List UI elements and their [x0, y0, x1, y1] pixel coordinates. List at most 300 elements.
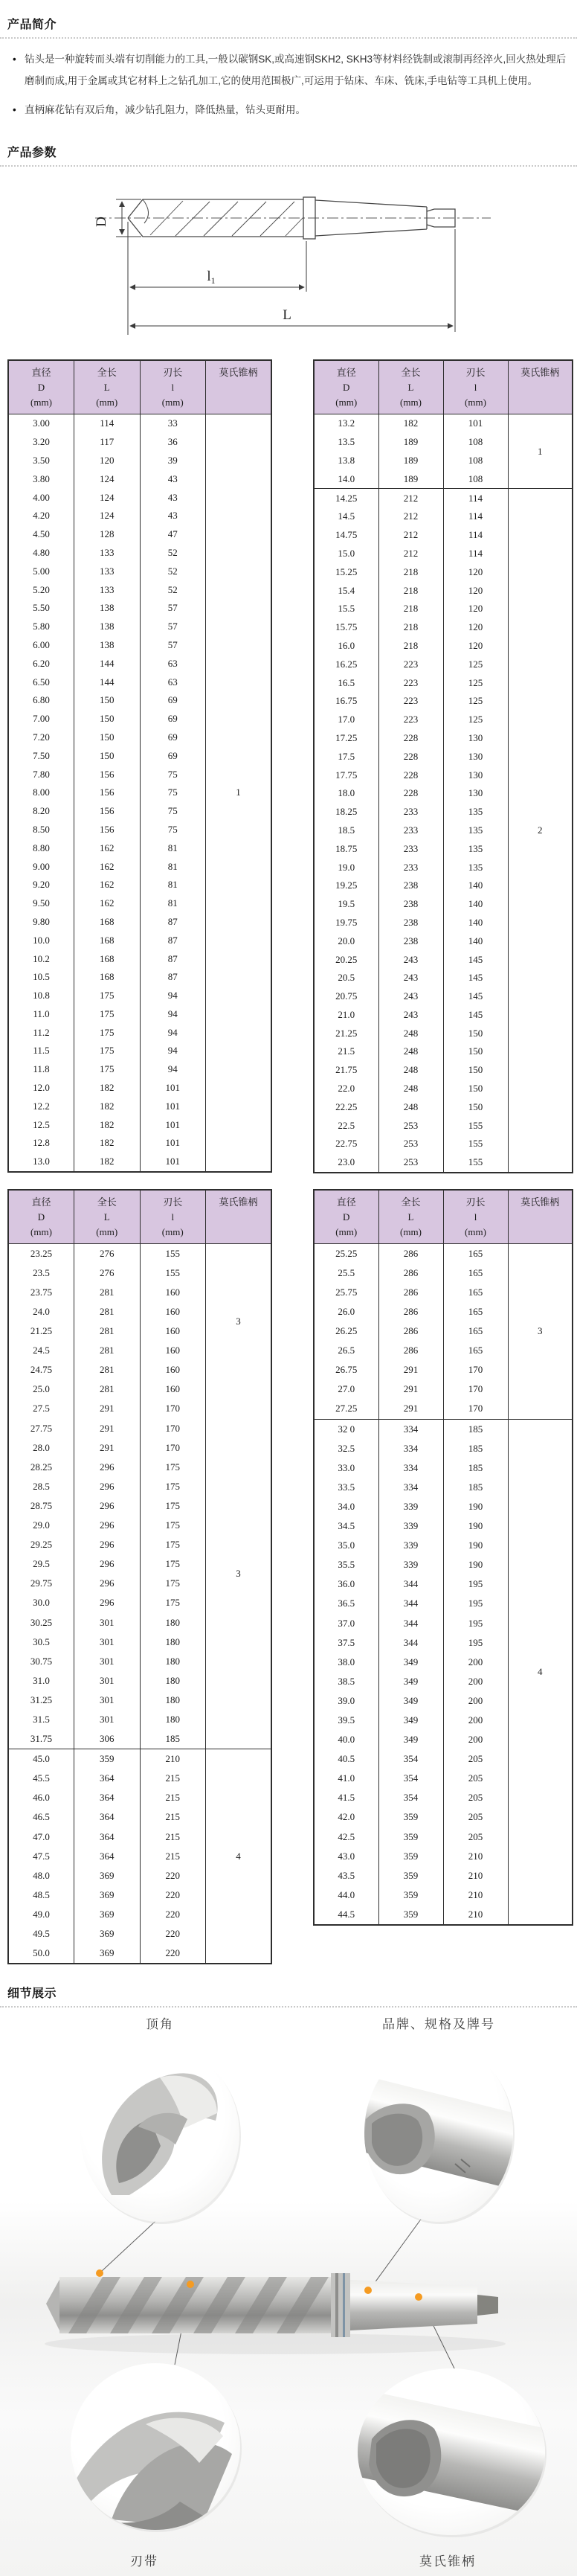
spec-cell: 359 [74, 1749, 141, 1769]
spec-cell: 155 [140, 1263, 206, 1283]
photo-flute-margin [68, 2363, 242, 2533]
spec-cell: 296 [74, 1496, 141, 1516]
morse-taper-cell: 1 [508, 414, 573, 489]
spec-cell: 220 [140, 1866, 206, 1885]
spec-cell: 168 [74, 949, 141, 968]
spec-cell: 14.0 [338, 472, 355, 484]
spec-cell: 3.00 [33, 417, 50, 429]
spec-cell: 223 [378, 673, 443, 692]
spec-cell: 286 [378, 1321, 443, 1341]
spec-cell: 301 [74, 1671, 141, 1691]
spec-cell: 75 [140, 784, 206, 802]
spec-cell: 205 [443, 1749, 508, 1769]
morse-taper-cell: 3 [508, 1243, 573, 1419]
detail-section [0, 1984, 577, 2576]
spec-cell: 291 [74, 1399, 141, 1418]
spec-cell: 4.00 [33, 491, 50, 503]
column-header: 直径 D (mm) [8, 1190, 74, 1244]
spec-cell: 233 [378, 858, 443, 877]
spec-cell: 190 [443, 1536, 508, 1555]
photo-full-drill [45, 2269, 506, 2354]
spec-cell: 248 [378, 1024, 443, 1042]
column-header: 全长 L (mm) [378, 1190, 443, 1244]
spec-cell: 9.00 [33, 860, 50, 872]
spec-cell: 189 [378, 433, 443, 452]
spec-cell: 334 [378, 1419, 443, 1439]
spec-row [8, 1243, 271, 1263]
spec-cell: 133 [74, 544, 141, 563]
spec-cell: 43 [140, 470, 206, 488]
column-header: 莫氏锥柄 [206, 1190, 272, 1244]
spec-cell: 306 [74, 1729, 141, 1749]
spec-cell: 124 [74, 507, 141, 525]
spec-cell: 301 [74, 1710, 141, 1729]
spec-cell: 243 [378, 1006, 443, 1025]
spec-row [314, 414, 573, 433]
column-header: 莫氏锥柄 [508, 1190, 573, 1244]
spec-cell: 180 [140, 1633, 206, 1652]
spec-cell: 101 [140, 1097, 206, 1115]
spec-cell: 8.50 [33, 823, 50, 835]
spec-cell: 200 [443, 1730, 508, 1749]
spec-cell: 281 [74, 1283, 141, 1302]
spec-cell: 175 [74, 1023, 141, 1042]
spec-cell: 138 [74, 618, 141, 636]
header-row [314, 1190, 573, 1244]
spec-cell: 27.5 [33, 1403, 50, 1414]
spec-cell: 212 [378, 545, 443, 563]
intro-bullet-2: • 直柄麻花钻有双后角，减少钻孔阻力，降低热量，钻头更耐用。 [13, 99, 567, 121]
spec-cell: 47.0 [33, 1830, 50, 1842]
spec-cell: 19.25 [335, 880, 358, 891]
spec-cell: 22.5 [338, 1119, 355, 1131]
detail-photos [0, 2008, 577, 2576]
spec-cell: 281 [74, 1302, 141, 1321]
spec-cell: 18.5 [338, 824, 355, 836]
spec-cell: 57 [140, 599, 206, 618]
spec-cell: 69 [140, 728, 206, 747]
spec-cell: 286 [378, 1263, 443, 1283]
spec-cell: 57 [140, 618, 206, 636]
spec-cell: 114 [443, 507, 508, 526]
spec-cell: 7.20 [33, 731, 50, 743]
spec-cell: 34.0 [338, 1500, 355, 1512]
column-header: 直径 D (mm) [314, 1190, 378, 1244]
spec-cell: 185 [443, 1419, 508, 1439]
label-brand-spec: 品牌、规格及牌号 [382, 2017, 495, 2032]
spec-cell: 339 [378, 1516, 443, 1536]
intro-bullet-list [0, 48, 577, 121]
label-point-angle: 顶角 [146, 2017, 174, 2032]
drill-dimension-diagram [83, 177, 577, 353]
spec-cell: 15.0 [338, 547, 355, 559]
total-length-label: L [283, 307, 291, 323]
spec-cell: 160 [140, 1302, 206, 1321]
spec-cell: 87 [140, 949, 206, 968]
spec-cell: 32.5 [338, 1442, 355, 1454]
spec-cell: 354 [378, 1788, 443, 1807]
spec-cell: 75 [140, 802, 206, 821]
spec-cell: 296 [74, 1516, 141, 1535]
spec-cell: 369 [74, 1924, 141, 1944]
spec-cell: 13.0 [33, 1156, 50, 1167]
header-row [8, 1190, 271, 1244]
spec-cell: 253 [378, 1135, 443, 1153]
spec-cell: 359 [378, 1885, 443, 1905]
spec-cell: 185 [443, 1439, 508, 1458]
photo-point-angle [80, 2046, 241, 2224]
spec-cell: 57 [140, 636, 206, 655]
spec-cell: 144 [74, 654, 141, 673]
spec-cell: 94 [140, 1005, 206, 1024]
spec-cell: 16.0 [338, 639, 355, 651]
spec-cell: 243 [378, 950, 443, 969]
spec-cell: 42.5 [338, 1830, 355, 1842]
spec-cell: 162 [74, 839, 141, 857]
spec-cell: 27.25 [335, 1403, 358, 1414]
spec-cell: 81 [140, 894, 206, 913]
spec-cell: 15.4 [338, 584, 355, 596]
spec-cell: 9.50 [33, 897, 50, 909]
spec-cell: 23.25 [30, 1247, 53, 1259]
spec-cell: 334 [378, 1478, 443, 1497]
spec-cell: 22.0 [338, 1083, 355, 1095]
spec-cell: 210 [140, 1749, 206, 1769]
spec-cell: 170 [443, 1380, 508, 1399]
spec-cell: 14.25 [314, 489, 378, 507]
spec-cell: 101 [443, 414, 508, 433]
spec-cell: 38.0 [338, 1656, 355, 1667]
spec-cell: 13.8 [338, 454, 355, 466]
spec-cell: 87 [140, 968, 206, 987]
spec-cell: 349 [378, 1653, 443, 1672]
spec-cell: 15.5 [338, 603, 355, 615]
spec-cell: 233 [378, 839, 443, 858]
spec-cell: 212 [378, 507, 443, 526]
spec-cell: 281 [74, 1321, 141, 1341]
spec-cell: 133 [74, 562, 141, 580]
spec-cell: 195 [443, 1594, 508, 1613]
spec-cell: 125 [443, 711, 508, 729]
spec-cell: 5.20 [33, 583, 50, 595]
label-morse-taper: 莫氏锥柄 [419, 2554, 476, 2569]
spec-cell: 39 [140, 452, 206, 470]
morse-taper-cell: 3 [206, 1399, 272, 1749]
spec-cell: 344 [378, 1613, 443, 1633]
spec-cell: 344 [378, 1633, 443, 1653]
spec-cell: 156 [74, 802, 141, 821]
spec-cell: 31.5 [33, 1713, 50, 1725]
spec-cell: 150 [74, 746, 141, 765]
spec-cell: 27.75 [30, 1422, 53, 1434]
spec-cell: 286 [378, 1243, 443, 1263]
spec-cell: 25.25 [335, 1247, 358, 1259]
spec-cell: 39.5 [338, 1714, 355, 1726]
intro-bullet-1: • 钻头是一种旋转而头端有切削能力的工具,一般以碳钢SK,或高速钢SKH2, SKH3等材料经铣制或滚制再经淬火,回火热处理后磨制而成,用于金属或其它材料上之钻孔加工,它的使用范围极广,可运用于钻床、车床、铣床,手电钻等工具机上使用。 [13, 48, 567, 92]
spec-cell: 41.0 [338, 1772, 355, 1784]
spec-cell: 52 [140, 580, 206, 599]
spec-cell: 291 [74, 1438, 141, 1458]
column-header: 直径 D (mm) [8, 360, 74, 414]
photo-brand-stamp [332, 2043, 552, 2224]
spec-cell: 220 [140, 1885, 206, 1905]
spec-cell: 170 [140, 1399, 206, 1418]
spec-cell: 195 [443, 1613, 508, 1633]
spec-cell: 369 [74, 1885, 141, 1905]
spec-cell: 18.75 [335, 842, 358, 854]
spec-cell: 24.5 [33, 1345, 50, 1356]
spec-cell: 156 [74, 765, 141, 784]
spec-cell: 69 [140, 746, 206, 765]
spec-cell: 114 [443, 526, 508, 545]
spec-cell: 228 [378, 784, 443, 803]
spec-cell: 5.50 [33, 602, 50, 614]
spec-cell: 220 [140, 1944, 206, 1964]
dotted-divider [0, 165, 577, 167]
spec-cell: 296 [74, 1593, 141, 1612]
spec-cell: 8.80 [33, 842, 50, 853]
spec-cell: 150 [443, 1080, 508, 1098]
spec-cell: 286 [378, 1302, 443, 1321]
spec-cell: 205 [443, 1788, 508, 1807]
spec-cell: 359 [378, 1905, 443, 1925]
spec-cell: 87 [140, 913, 206, 932]
spec-cell: 156 [74, 784, 141, 802]
spec-cell: 13.5 [338, 436, 355, 448]
spec-cell: 12.2 [33, 1100, 50, 1112]
spec-cell: 124 [74, 488, 141, 507]
spec-cell: 195 [443, 1633, 508, 1653]
spec-cell: 120 [443, 637, 508, 656]
spec-cell: 215 [140, 1769, 206, 1788]
spec-cell: 150 [74, 691, 141, 710]
spec-cell: 170 [443, 1360, 508, 1380]
spec-cell: 168 [74, 968, 141, 987]
spec-cell: 11.5 [33, 1045, 50, 1057]
spec-cell: 52 [140, 544, 206, 563]
spec-cell: 349 [378, 1711, 443, 1730]
column-header: 莫氏锥柄 [206, 360, 272, 414]
spec-cell: 49.5 [33, 1928, 50, 1939]
spec-cell: 253 [378, 1153, 443, 1173]
spec-cell: 8.20 [33, 805, 50, 817]
spec-cell: 94 [140, 1060, 206, 1079]
spec-cell: 4.50 [33, 528, 50, 540]
spec-cell: 24.75 [30, 1364, 53, 1376]
spec-cell: 94 [140, 1023, 206, 1042]
spec-cell: 26.75 [335, 1364, 358, 1376]
spec-cell: 200 [443, 1691, 508, 1711]
spec-cell: 344 [378, 1574, 443, 1594]
spec-cell: 140 [443, 877, 508, 895]
spec-cell: 19.0 [338, 861, 355, 873]
spec-cell: 63 [140, 673, 206, 691]
spec-cell: 101 [140, 1153, 206, 1172]
spec-cell: 7.80 [33, 768, 50, 780]
spec-cell: 165 [443, 1341, 508, 1360]
column-header: 全长 L (mm) [74, 360, 141, 414]
spec-cell: 75 [140, 821, 206, 839]
column-header: 莫氏锥柄 [508, 360, 573, 414]
spec-cell: 5.00 [33, 565, 50, 577]
spec-cell: 135 [443, 858, 508, 877]
spec-cell: 349 [378, 1730, 443, 1749]
spec-cell: 223 [378, 655, 443, 673]
spec-cell: 286 [378, 1283, 443, 1302]
spec-row [314, 489, 573, 507]
spec-cell: 190 [443, 1555, 508, 1574]
spec-cell: 170 [140, 1419, 206, 1438]
spec-cell: 38.5 [338, 1675, 355, 1687]
spec-cell: 354 [378, 1749, 443, 1769]
spec-cell: 155 [443, 1153, 508, 1173]
spec-cell: 238 [378, 895, 443, 914]
spec-cell: 165 [443, 1302, 508, 1321]
spec-cell: 210 [443, 1885, 508, 1905]
spec-cell: 22.25 [335, 1100, 358, 1112]
spec-cell: 50.0 [33, 1947, 50, 1959]
spec-cell: 45.5 [33, 1772, 50, 1784]
spec-cell: 8.00 [33, 786, 50, 798]
spec-cell: 175 [140, 1593, 206, 1612]
spec-row [8, 1399, 271, 1418]
spec-cell: 5.80 [33, 621, 50, 632]
spec-cell: 165 [443, 1283, 508, 1302]
spec-cell: 75 [140, 765, 206, 784]
spec-cell: 13.2 [338, 417, 355, 429]
column-header: 刃长 l (mm) [443, 360, 508, 414]
spec-cell: 31.75 [30, 1733, 53, 1745]
spec-cell: 128 [74, 525, 141, 544]
spec-cell: 182 [74, 1115, 141, 1134]
spec-cell: 189 [378, 470, 443, 488]
spec-cell: 17.0 [338, 714, 355, 725]
spec-cell: 135 [443, 839, 508, 858]
spec-cell: 14.75 [335, 529, 358, 541]
spec-cell: 291 [378, 1399, 443, 1419]
spec-cell: 22.75 [335, 1138, 358, 1150]
product-params-section [0, 143, 577, 1964]
spec-cell: 30.25 [30, 1616, 53, 1628]
spec-cell: 168 [74, 931, 141, 949]
spec-cell: 40.5 [338, 1753, 355, 1765]
spec-cell: 47.5 [33, 1850, 50, 1862]
spec-cell: 243 [378, 987, 443, 1006]
detail-photo-stage [0, 2008, 577, 2576]
diameter-label: D [94, 217, 109, 227]
spec-cell: 130 [443, 766, 508, 784]
morse-taper-cell: 4 [508, 1419, 573, 1925]
spec-cell: 17.75 [335, 769, 358, 781]
spec-cell: 190 [443, 1497, 508, 1516]
spec-cell: 43.0 [338, 1850, 355, 1862]
spec-cell: 195 [443, 1574, 508, 1594]
spec-cell: 160 [140, 1341, 206, 1360]
spec-cell: 215 [140, 1827, 206, 1846]
spec-cell: 25.75 [335, 1286, 358, 1298]
spec-cell: 11.8 [33, 1063, 50, 1075]
column-header: 全长 L (mm) [378, 360, 443, 414]
spec-cell: 180 [140, 1691, 206, 1710]
spec-cell: 162 [74, 857, 141, 876]
spec-cell: 46.0 [33, 1792, 50, 1804]
spec-cell: 145 [443, 1006, 508, 1025]
spec-cell: 44.0 [338, 1888, 355, 1900]
spec-cell: 114 [443, 545, 508, 563]
spec-cell: 63 [140, 654, 206, 673]
spec-cell: 26.5 [338, 1345, 355, 1356]
spec-cell: 32 0 [314, 1419, 378, 1439]
spec-cell: 120 [74, 452, 141, 470]
spec-cell: 291 [378, 1360, 443, 1380]
spec-cell: 253 [378, 1116, 443, 1135]
spec-cell: 248 [378, 1080, 443, 1098]
spec-cell: 47 [140, 525, 206, 544]
spec-cell: 354 [378, 1769, 443, 1788]
spec-cell: 369 [74, 1866, 141, 1885]
column-header: 刃长 l (mm) [140, 360, 206, 414]
spec-cell: 301 [74, 1633, 141, 1652]
spec-cell: 21.25 [335, 1027, 358, 1039]
spec-cell: 43 [140, 507, 206, 525]
spec-cell: 150 [74, 710, 141, 728]
spec-cell: 218 [378, 600, 443, 618]
spec-cell: 125 [443, 655, 508, 673]
spec-cell: 296 [74, 1458, 141, 1477]
spec-cell: 185 [443, 1478, 508, 1497]
spec-cell: 291 [74, 1419, 141, 1438]
spec-cell: 10.2 [33, 952, 50, 964]
spec-cell: 81 [140, 876, 206, 894]
spec-cell: 3.20 [33, 436, 50, 448]
spec-cell: 23.0 [338, 1156, 355, 1168]
spec-cell: 144 [74, 673, 141, 691]
spec-cell: 364 [74, 1827, 141, 1846]
spec-cell: 135 [443, 803, 508, 821]
spec-cell: 233 [378, 821, 443, 840]
spec-cell: 238 [378, 914, 443, 932]
column-header: 刃长 l (mm) [443, 1190, 508, 1244]
spec-cell: 33 [140, 414, 206, 433]
spec-cell: 108 [443, 433, 508, 452]
spec-cell: 69 [140, 710, 206, 728]
intro-title: 产品简介 [7, 19, 57, 31]
spec-cell: 168 [74, 913, 141, 932]
spec-cell: 138 [74, 636, 141, 655]
spec-cell: 218 [378, 637, 443, 656]
spec-table-medium-diameters [313, 359, 573, 1173]
spec-cell: 301 [74, 1612, 141, 1632]
spec-cell: 14.5 [338, 510, 355, 522]
morse-taper-cell: 2 [508, 489, 573, 1173]
spec-cell: 30.75 [30, 1655, 53, 1667]
spec-cell: 200 [443, 1711, 508, 1730]
spec-cell: 301 [74, 1691, 141, 1710]
spec-cell: 182 [378, 414, 443, 433]
dotted-divider [0, 37, 577, 39]
spec-cell: 125 [443, 673, 508, 692]
spec-cell: 175 [140, 1516, 206, 1535]
spec-cell: 165 [443, 1263, 508, 1283]
spec-cell: 140 [443, 914, 508, 932]
spec-cell: 248 [378, 1061, 443, 1080]
spec-cell: 16.25 [335, 658, 358, 670]
spec-cell: 155 [140, 1243, 206, 1263]
spec-cell: 296 [74, 1477, 141, 1496]
spec-cell: 25.0 [33, 1383, 50, 1395]
spec-cell: 120 [443, 600, 508, 618]
spec-cell: 94 [140, 1042, 206, 1060]
